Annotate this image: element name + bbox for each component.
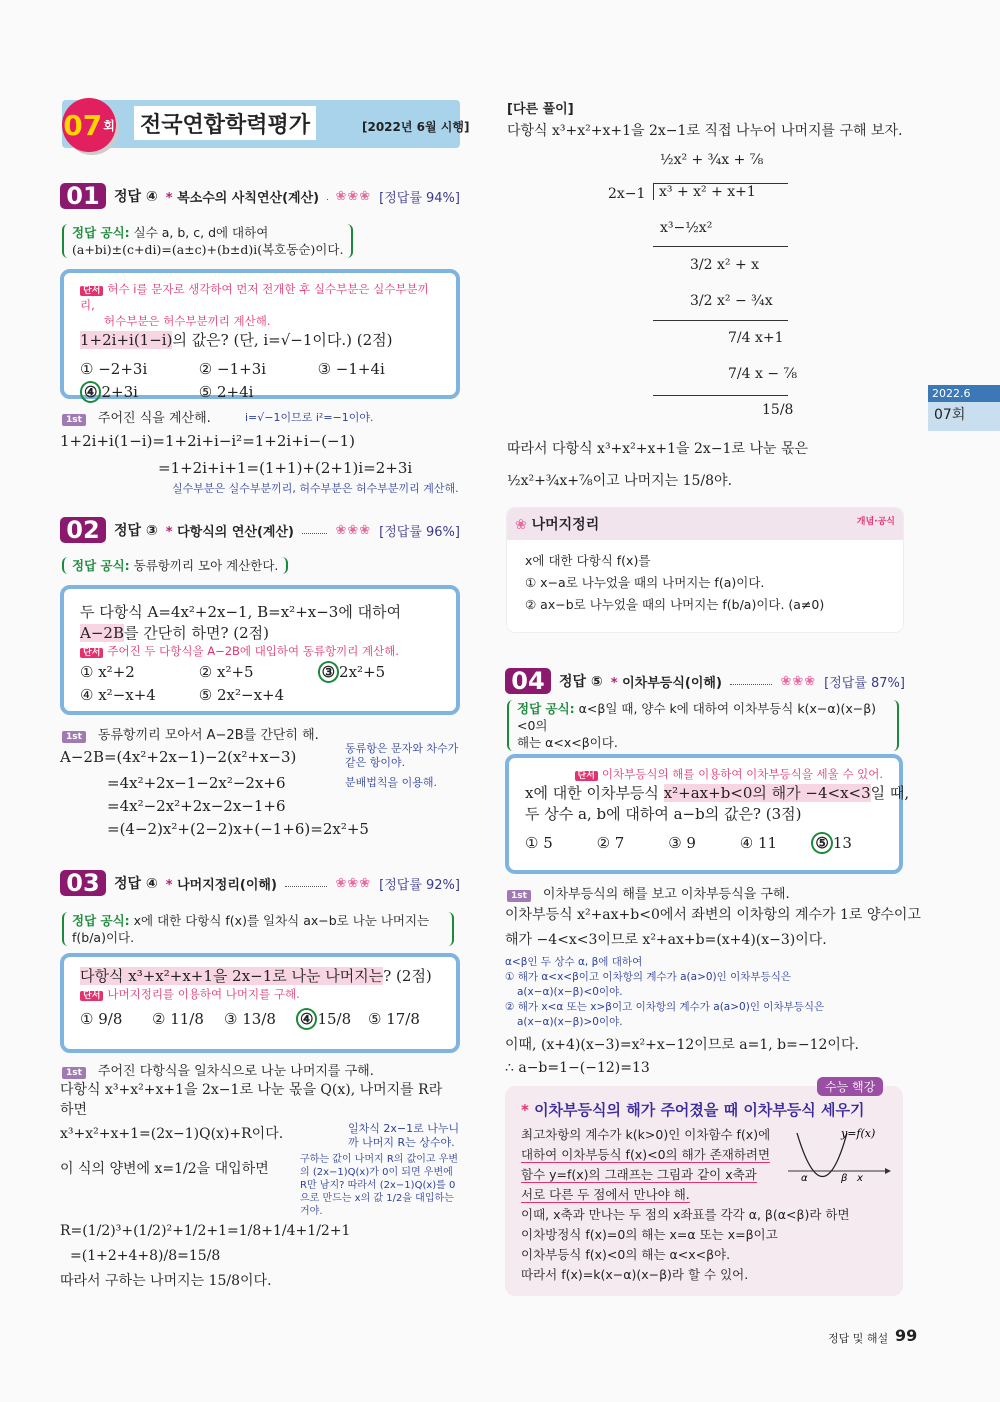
round-badge: 07 회 bbox=[62, 98, 116, 152]
concept-box: ❀ 나머지정리 개념·공식 x에 대한 다항식 f(x)를 ① x−a로 나누었을 때의 나머지는 f(a)이다. ② ax−b로 나누었을 때의 나머지는 f(b/a)이다. (a≠0) bbox=[507, 508, 903, 632]
page-title: 전국연합학력평가 bbox=[134, 106, 316, 140]
answer-mark: ⑤ bbox=[811, 832, 832, 854]
answer-formula: 정답 공식: x에 대한 다항식 f(x)를 일차식 ax−b로 나눈 나머지는 f(b/a)이다. bbox=[62, 912, 454, 946]
answer-mark: ④ bbox=[80, 381, 101, 403]
step-label: 1st 동류항끼리 모아서 A−2B를 간단히 해. bbox=[62, 724, 319, 743]
parabola-graph bbox=[785, 1125, 895, 1195]
question-header: 02 정답 ③ * 다항식의 연산(계산) ❀❀❀ [정답률 96%] bbox=[60, 517, 460, 543]
flower-icon: ❀ bbox=[515, 517, 527, 533]
step-label: 1st 주어진 식을 계산해. bbox=[62, 407, 211, 426]
page-number: 99 bbox=[895, 1326, 918, 1345]
difficulty-icon: ❀❀❀ bbox=[335, 875, 372, 891]
step-label: 1st 주어진 다항식을 일차식으로 나눈 나머지를 구해. bbox=[62, 1060, 374, 1079]
svg-text:β: β bbox=[841, 1173, 848, 1184]
question-box: 단서 허수 i를 문자로 생각하여 먼저 전개한 후 실수부분은 실수부분끼리, 허수부분은 허수부분끼리 계산해. 1+2i+i(1−i)의 값은? (단, i=√−1이다.) (2점) ① −2+3i ② −1+3i ③ −1+4i ④ 2+3i ⑤ 2+4i bbox=[60, 269, 460, 399]
question-header: 03 정답 ④ * 나머지정리(이해) ❀❀❀ [정답률 92%] bbox=[60, 870, 460, 896]
step-label: 1st 이차부등식의 해를 보고 이차부등식을 구해. bbox=[507, 883, 790, 902]
exam-date: [2022년 6월 시행] bbox=[362, 120, 470, 134]
difficulty-icon: ❀❀❀ bbox=[335, 522, 372, 538]
footer-label: 정답 및 해설 bbox=[828, 1332, 889, 1345]
answer-mark: ③ bbox=[318, 661, 339, 683]
svg-text:y=f(x): y=f(x) bbox=[841, 1127, 876, 1140]
answer-formula: 정답 공식: 동류항끼리 모아 계산한다. bbox=[62, 557, 288, 574]
question-header: 04 정답 ⑤ * 이차부등식(이해) ❀❀❀ [정답률 87%] bbox=[505, 668, 905, 694]
side-tab[interactable]: 2022.6 07회 bbox=[928, 385, 1000, 431]
question-box: 단서 이차부등식의 해를 이용하여 이차부등식을 세울 수 있어. x에 대한 이차부등식 x²+ax+b<0의 해가 −4<x<3일 때, 두 상수 a, b에 대하여 a−b의 값은? (3점) ① 5 ② 7 ③ 9 ④ 11 ⑤ 13 bbox=[505, 754, 903, 874]
answer-formula: 정답 공식: 실수 a, b, c, d에 대하여 (a+bi)±(c+di)=(a±c)+(b±d)i(복호동순)이다. bbox=[62, 224, 353, 258]
question-box: 두 다항식 A=4x²+2x−1, B=x²+x−3에 대하여 A−2B를 간단히 하면? (2점) 단서 주어진 두 다항식을 A−2B에 대입하여 동류항끼리 계산해. ① x²+2 ② x²+5 ③ 2x²+5 ④ x²−x+4 ⑤ 2x²−x+4 bbox=[60, 585, 460, 715]
question-header: 01 정답 ④ * 복소수의 사칙연산(계산) ❀❀❀ [정답률 94%] bbox=[60, 183, 460, 209]
tip-box: * 이차부등식의 해가 주어졌을 때 이차부등식 세우기 최고차항의 계수가 k(k>0)인 이차함수 f(x)에 대하여 이차부등식 f(x)<0의 해가 존재하려면 함수 y=f(x)의 그래프는 그림과 같이 x축과 서로 다른 두 점에서 만나야 해. 이때, x축과 만나는 두 점의 x좌표를 각각 α, β(α<β)라 하면 이차방정식 f(x)=0의 해는 x=α 또는 x=β이고 이차부등식 f(x)<0의 해는 α<x<β야. 따라서 f(x)=k(x−α)(x−β)라 할 수 있어. bbox=[505, 1086, 903, 1296]
svg-text:α: α bbox=[801, 1173, 808, 1184]
difficulty-icon: ❀❀❀ bbox=[780, 673, 817, 689]
answer-formula: 정답 공식: α<β일 때, 양수 k에 대하여 이차부등식 k(x−α)(x−β)<0의 해는 α<x<β이다. bbox=[507, 700, 899, 751]
answer-mark: ④ bbox=[296, 1008, 317, 1030]
difficulty-icon: ❀❀❀ bbox=[335, 188, 372, 204]
svg-text:x: x bbox=[857, 1173, 863, 1184]
question-box: 다항식 x³+x²+x+1을 2x−1로 나눈 나머지는? (2점) 단서 나머지정리를 이용하여 나머지를 구해. ① 9/8 ② 11/8 ③ 13/8 ④ 15/8 ⑤ 17/8 bbox=[60, 953, 460, 1053]
